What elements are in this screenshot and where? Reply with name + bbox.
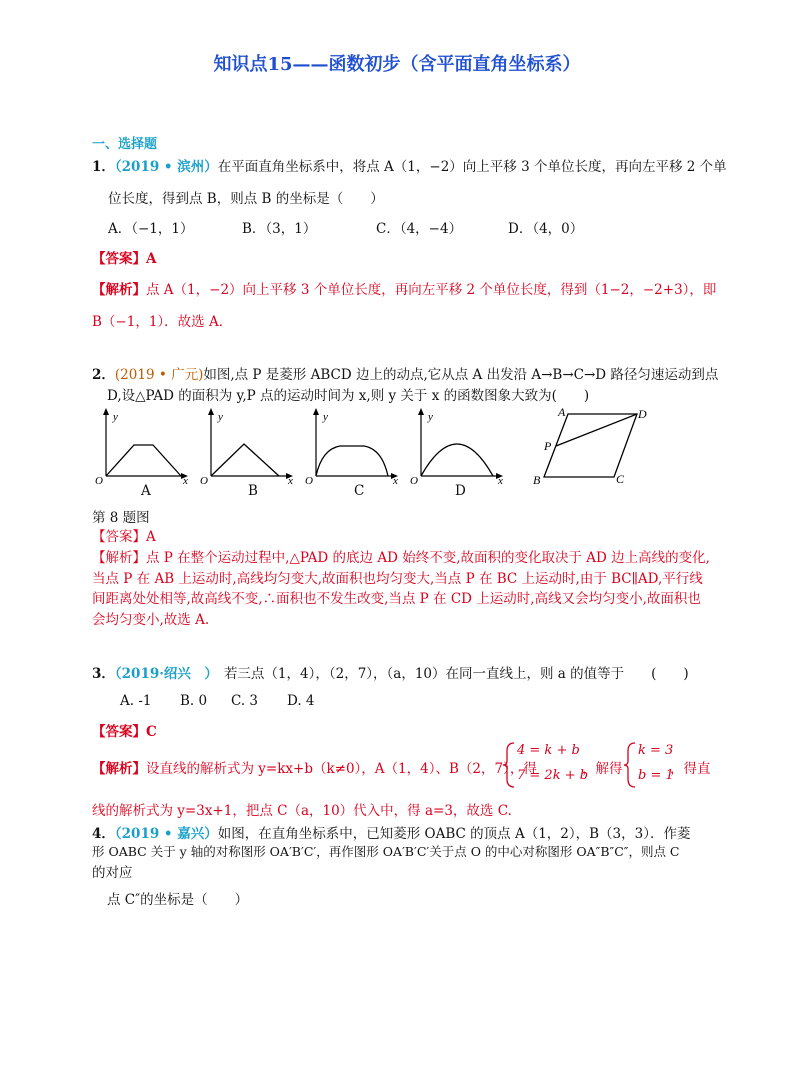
q3-answer <box>92 720 157 740</box>
rhombus-vertex-a: A <box>558 405 566 419</box>
graph-a-curve <box>106 445 181 476</box>
q2-stem-1: 如图,点 P 是菱形 ABCD 边上的动点,它从点 A 出发沿 A→B→C→D 路径匀速运动到点 <box>203 367 719 383</box>
q3-option-b: B. 0 <box>180 693 208 709</box>
graph-c-label: C <box>354 483 365 499</box>
q4-line1 <box>92 822 690 842</box>
q1-analysis-text-1: 点 A（1，−2）向上平移 3 个单位长度，再向左平移 2 个单位长度，得到（1−2，−2+3），即 <box>146 282 717 298</box>
q1-option-a: A．（−1，1） <box>108 221 194 237</box>
q3-equation-brace <box>502 741 516 789</box>
q3-analysis-2: 线的解析式为 y=3x+1，把点 C（a，10）代入中，得 a=3，故选 C. <box>92 803 512 819</box>
graph-d-x-label: x <box>498 475 503 487</box>
q1-stem-1: 在平面直角坐标系中，将点 A（1，−2）向上平移 3 个单位长度，再向左平移 2 个单 <box>217 159 727 175</box>
q3-analysis-text-1: 设直线的解析式为 y=kx+b（k≠0），A（1，4）、B（2，7），得 <box>146 761 537 777</box>
q3-analysis-1 <box>92 757 537 777</box>
q3-option-c: C. 3 <box>231 693 259 709</box>
q1-analysis-2: B（−1，1）．故选 A． <box>92 314 233 330</box>
q1-line1 <box>92 155 727 175</box>
q2-number: 2． <box>92 367 115 383</box>
graph-b <box>200 408 293 487</box>
graph-b-origin: O <box>200 475 208 487</box>
q3-tail-text: ，得直 <box>670 761 711 777</box>
q1-source: （2019 • 滨州） <box>114 159 218 175</box>
graph-a-label: A <box>141 483 151 499</box>
q3-option-a: A. -1 <box>120 693 152 709</box>
q3-answer-label: 【答案】 <box>92 724 146 740</box>
q2-analysis-2: 当点 P 在 AB 上运动时,高线均匀变大,故面积也均匀变大,当点 P 在 BC 上运动时,由于 BC∥AD,平行线 <box>92 571 703 587</box>
graph-b-y-label: y <box>218 411 223 423</box>
q3-line1 <box>92 662 689 682</box>
q3-option-d: D. 4 <box>287 693 315 709</box>
q3-source: （2019·绍兴 ） <box>114 666 218 682</box>
q4-number: 4． <box>92 826 115 842</box>
q2-analysis-3: 间距离处处相等,故高线不变,∴面积也不发生改变,当点 P 在 CD 上运动时,高线又会均匀变小,故面积也 <box>92 591 701 607</box>
q2-function-graphs <box>92 404 532 500</box>
graph-d-y-label: y <box>428 411 433 423</box>
q1-stem-2: 位长度，得到点 B，则点 B 的坐标是（ ） <box>108 191 384 207</box>
q2-analysis-1 <box>92 546 710 566</box>
q3-answer-value: C <box>146 724 157 740</box>
graph-c-curve <box>316 446 388 476</box>
graph-c-y-label: y <box>323 411 328 423</box>
graph-d-label: D <box>455 483 466 499</box>
q4-stem-3: 的对应 <box>92 865 133 881</box>
q3-eq1: 4 = k + b <box>517 743 580 758</box>
q3-mid-text: ，解得 <box>582 761 623 777</box>
q3-number: 3． <box>92 666 115 682</box>
q2-rhombus-figure <box>530 402 660 488</box>
q1-answer-value: A <box>146 251 157 267</box>
q4-stem-4: 点 C″的坐标是（ ） <box>107 892 249 908</box>
q1-analysis-1 <box>92 278 716 298</box>
q2-analysis-4: 会均匀变小,故选 A. <box>92 612 210 628</box>
q3-sol2: b = 1 <box>638 768 674 783</box>
q1-option-c: C．（4，−4） <box>376 221 463 237</box>
q2-answer-value: A <box>146 529 156 545</box>
q3-solution-brace <box>623 741 637 789</box>
q3-stem: 若三点（1，4），（2，7），（a，10）在同一直线上，则 a 的值等于 ( ) <box>223 666 689 682</box>
q4-stem-2: 形 OABC 关于 y 轴的对称图形 OA′B′C′，再作图形 OA′B′C′关于点 O 的中心对称图形 OA″B″C″，则点 C <box>92 844 680 859</box>
q1-analysis-label: 【解析】 <box>92 282 146 298</box>
q1-option-d: D．（4，0） <box>508 221 584 237</box>
q2-analysis-text-1: 点 P 在整个运动过程中,△PAD 的底边 AD 始终不变,故面积的变化取决于 AD 边上高线的变化, <box>146 550 710 566</box>
graph-d-curve <box>421 444 493 476</box>
q2-figure-caption: 第 8 题图 <box>92 510 150 526</box>
graph-b-label: B <box>248 483 258 499</box>
graph-b-curve <box>211 444 279 476</box>
q2-source: (2019 • 广元) <box>114 367 204 383</box>
rhombus-point-p: P <box>544 439 552 453</box>
graph-c <box>305 408 398 487</box>
graph-a-origin: O <box>95 475 103 487</box>
segment-pd <box>556 414 637 446</box>
rhombus-vertex-d: D <box>638 407 647 421</box>
q3-eq2: 7 = 2k + b <box>517 768 589 783</box>
q3-analysis-label: 【解析】 <box>92 761 146 777</box>
graph-a <box>95 408 188 487</box>
q4-stem-1: 如图，在直角坐标系中，已知菱形 OABC 的顶点 A（1，2），B（3，3）．作菱 <box>217 826 691 842</box>
q2-answer-label: 【答案】 <box>92 529 146 545</box>
rhombus-vertex-c: C <box>616 472 625 486</box>
graph-d-origin: O <box>410 475 418 487</box>
q1-answer <box>92 247 156 267</box>
q1-option-b: B．（3，1） <box>242 221 317 237</box>
rhombus-vertex-b: B <box>533 473 541 487</box>
q2-analysis-label: 【解析】 <box>92 550 146 566</box>
q2-answer <box>92 525 156 545</box>
q1-number: 1． <box>92 159 115 175</box>
graph-a-y-label: y <box>113 411 118 423</box>
section-heading: 一、选择题 <box>92 137 158 152</box>
graph-c-x-label: x <box>393 475 398 487</box>
graph-a-x-label: x <box>183 475 188 487</box>
page-title: 知识点15——函数初步（含平面直角坐标系） <box>213 54 581 75</box>
q4-source: （2019 • 嘉兴） <box>114 826 218 842</box>
graph-c-origin: O <box>305 475 313 487</box>
q2-line1 <box>92 363 718 383</box>
graph-b-x-label: x <box>288 475 293 487</box>
graph-d <box>410 408 503 487</box>
q1-answer-label: 【答案】 <box>92 251 146 267</box>
q3-sol1: k = 3 <box>638 743 674 758</box>
q2-stem-2: D,设△PAD 的面积为 y,P 点的运动时间为 x,则 y 关于 x 的函数图象大致为( ) <box>107 388 590 404</box>
